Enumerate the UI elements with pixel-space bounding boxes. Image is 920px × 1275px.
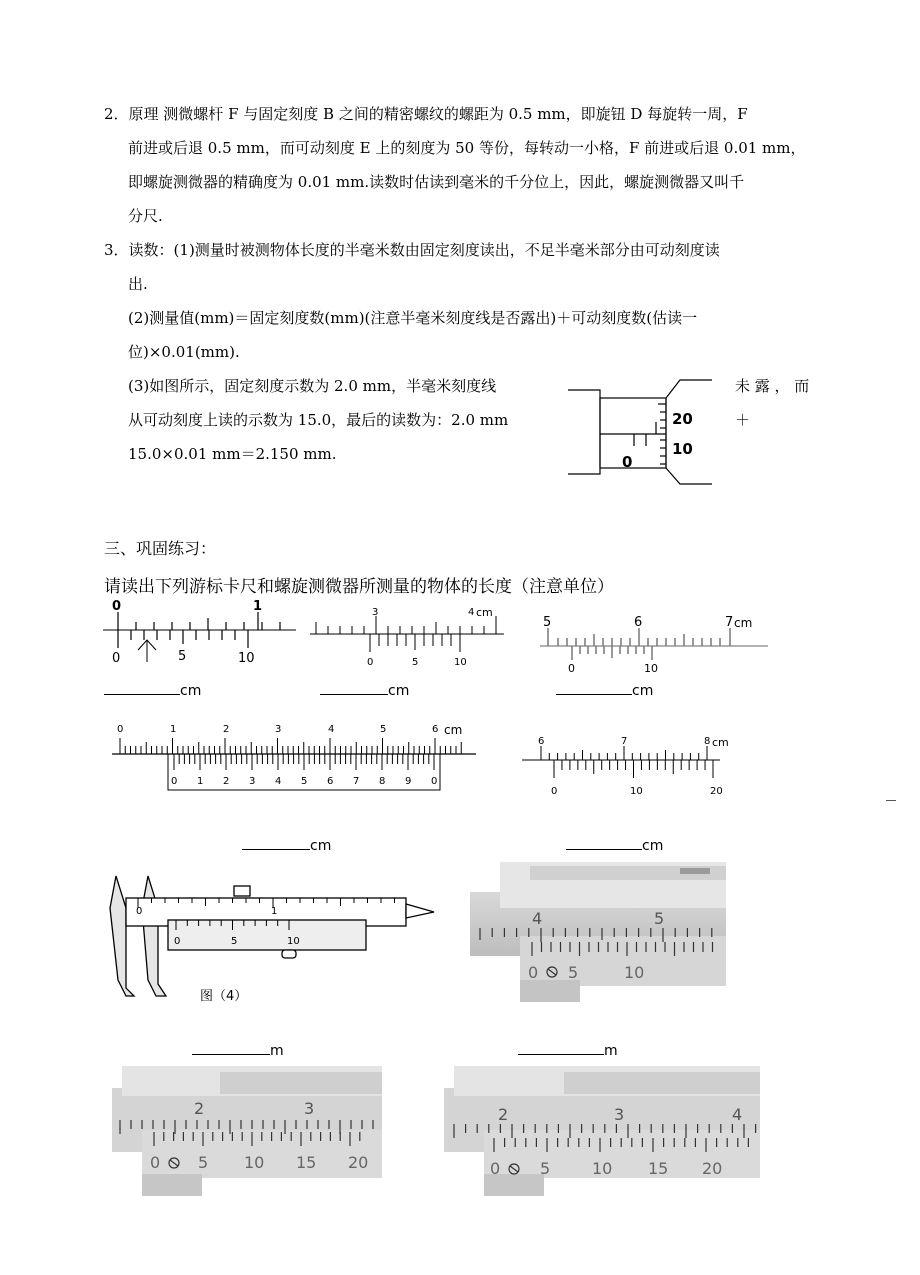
principle-line-1: 2．原理 测微螺杆 F 与固定刻度 B 之间的精密螺纹的螺距为 0.5 mm，即旋钮 D 每旋转一周，F (104, 105, 748, 123)
ruler-4 (110, 720, 480, 796)
micrometer-figure (560, 372, 720, 492)
ruler-1-vernier-label: 10 (238, 651, 255, 666)
ruler-1-main-label: 0 (112, 599, 122, 614)
reading-line-7: 15.0×0.01 mm＝2.150 mm. (128, 445, 337, 463)
ruler-2-main-label: 4 (468, 607, 475, 618)
caliper-2-vernier-label: 0 (528, 963, 539, 982)
answer-blank-6[interactable]: m (192, 1040, 284, 1059)
answer-blank-4[interactable]: cm (242, 835, 331, 854)
instruction: 请读出下列游标卡尺和螺旋测微器所测量的物体的长度（注意单位） (104, 577, 614, 597)
ruler-3-main-label: 6 (634, 615, 643, 630)
section-title: 三、巩固练习： (104, 539, 217, 558)
ruler-3-vernier-label: 0 (568, 662, 575, 674)
reading-line-6: 从可动刻度上读的示数为 15.0，最后的读数为：2.0 mm (128, 411, 509, 429)
caliper-4-vernier-label: 15 (648, 1159, 669, 1178)
ruler-4-vernier-label: 3 (249, 776, 256, 787)
caliper-3-vernier-label: 10 (244, 1153, 265, 1172)
ruler-1 (100, 598, 300, 668)
ruler-5-main-label: 6 (538, 736, 545, 747)
ruler-5-main-label: 8 (704, 736, 711, 747)
ruler-4-vernier-label: 1 (197, 776, 204, 787)
ruler-4-main-label: 4 (328, 724, 335, 735)
caliper-1-vernier-label: 0 (174, 936, 181, 947)
caliper-4 (444, 1066, 760, 1196)
reading-line-1: 3．读数：(1)测量时被测物体长度的半毫米数由固定刻度读出，不足半毫米部分由可动刻度读 (104, 241, 720, 259)
caliper-1-vernier-label: 5 (231, 936, 238, 947)
answer-blank-7[interactable]: m (518, 1040, 618, 1059)
micrometer-label-20: 20 (672, 410, 693, 428)
caliper-2 (470, 862, 726, 1002)
caliper-4-vernier-label: 20 (702, 1159, 723, 1178)
ruler-3-unit: cm (734, 616, 753, 630)
ruler-4-main-label: 0 (117, 724, 124, 735)
caliper-3-vernier-label: 20 (348, 1153, 369, 1172)
ruler-2 (308, 604, 508, 670)
ruler-5-unit: cm (712, 736, 729, 749)
caliper-4-vernier-label: 5 (540, 1159, 551, 1178)
micrometer-label-10: 10 (672, 440, 693, 458)
answer-blank-2[interactable]: cm (320, 680, 409, 699)
caliper-1-vernier-label: 10 (287, 936, 300, 947)
ruler-5-vernier-label: 10 (630, 786, 643, 797)
ruler-3-main-label: 5 (543, 615, 552, 630)
caliper-2-main-label: 5 (654, 909, 665, 928)
ruler-2-unit: cm (476, 606, 493, 619)
ruler-4-vernier-label: 2 (223, 776, 230, 787)
ruler-4-main-label: 5 (380, 724, 387, 735)
caliper-3-vernier-label: 15 (296, 1153, 317, 1172)
ruler-2-vernier-label: 0 (367, 657, 374, 668)
caliper-2-main-label: 4 (532, 909, 543, 928)
ruler-5 (520, 730, 770, 800)
ruler-4-main-label: 2 (223, 724, 230, 735)
caliper-3-main-label: 3 (304, 1099, 315, 1118)
ruler-5-vernier-label: 20 (710, 786, 723, 797)
caliper-4-vernier-label: 0 (490, 1159, 501, 1178)
ruler-4-vernier-label: 6 (327, 776, 334, 787)
caliper-4-main-label: 3 (614, 1105, 625, 1124)
page-mark (886, 800, 896, 801)
ruler-1-vernier-label: 0 (112, 651, 121, 666)
ruler-4-vernier-label: 4 (275, 776, 282, 787)
reading-line-5: (3)如图所示，固定刻度示数为 2.0 mm，半毫米刻度线 (128, 377, 497, 395)
ruler-1-vernier-label: 5 (178, 649, 187, 664)
ruler-4-main-label: 6 (432, 724, 439, 735)
answer-blank-5[interactable]: cm (566, 835, 663, 854)
ruler-3-vernier-label: 10 (644, 662, 658, 674)
caliper-3-vernier-label: 5 (198, 1153, 209, 1172)
reading-line-5-end: 未 露 ， 而 (735, 377, 810, 395)
ruler-2-vernier-label: 10 (454, 657, 467, 668)
ruler-4-unit: cm (444, 723, 463, 737)
ruler-5-vernier-label: 0 (551, 786, 558, 797)
caliper-4-main-label: 4 (732, 1105, 743, 1124)
caliper-4-main-label: 2 (498, 1105, 509, 1124)
caliper-1 (104, 868, 444, 1008)
caliper-2-vernier-label: 5 (568, 963, 579, 982)
ruler-4-vernier-label: 0 (171, 776, 178, 787)
ruler-4-main-label: 1 (170, 724, 177, 735)
principle-line-2: 前进或后退 0.5 mm，而可动刻度 E 上的刻度为 50 等份，每转动一小格，F 前进或后退 0.01 mm， (128, 139, 806, 157)
ruler-3-main-label: 7 (725, 615, 734, 630)
reading-line-3: (2)测量值(mm)＝固定刻度数(mm)(注意半毫米刻度线是否露出)＋可动刻度数(估读一 (128, 309, 698, 327)
answer-blank-1[interactable]: cm (104, 680, 201, 699)
micrometer-label-0: 0 (622, 453, 633, 471)
ruler-4-vernier-label: 9 (405, 776, 412, 787)
ruler-3 (538, 610, 770, 674)
ruler-1-main-label: 1 (253, 599, 263, 614)
ruler-4-vernier-label: 0 (431, 776, 438, 787)
ruler-4-vernier-label: 7 (353, 776, 360, 787)
caliper-3 (112, 1066, 382, 1196)
ruler-5-main-label: 7 (621, 736, 628, 747)
caliper-3-main-label: 2 (194, 1099, 205, 1118)
ruler-4-vernier-label: 5 (301, 776, 308, 787)
reading-line-6-end: ＋ (735, 411, 751, 429)
principle-line-3: 即螺旋测微器的精确度为 0.01 mm.读数时估读到毫米的千分位上，因此，螺旋测微器又叫千 (128, 173, 745, 191)
caliper-1-main-label: 1 (271, 906, 278, 917)
answer-blank-3[interactable]: cm (556, 680, 653, 699)
ruler-4-main-label: 3 (275, 724, 282, 735)
reading-line-4: 位)×0.01(mm). (128, 343, 240, 361)
ruler-2-vernier-label: 5 (412, 657, 419, 668)
caliper-1-caption: 图（4） (200, 989, 248, 1004)
ruler-2-main-label: 3 (372, 607, 379, 618)
caliper-1-main-label: 0 (136, 906, 143, 917)
caliper-4-vernier-label: 10 (592, 1159, 613, 1178)
principle-line-4: 分尺. (128, 207, 163, 225)
caliper-3-vernier-label: 0 (150, 1153, 161, 1172)
ruler-4-vernier-label: 8 (379, 776, 386, 787)
caliper-2-vernier-label: 10 (624, 963, 645, 982)
reading-line-2: 出. (128, 275, 148, 293)
